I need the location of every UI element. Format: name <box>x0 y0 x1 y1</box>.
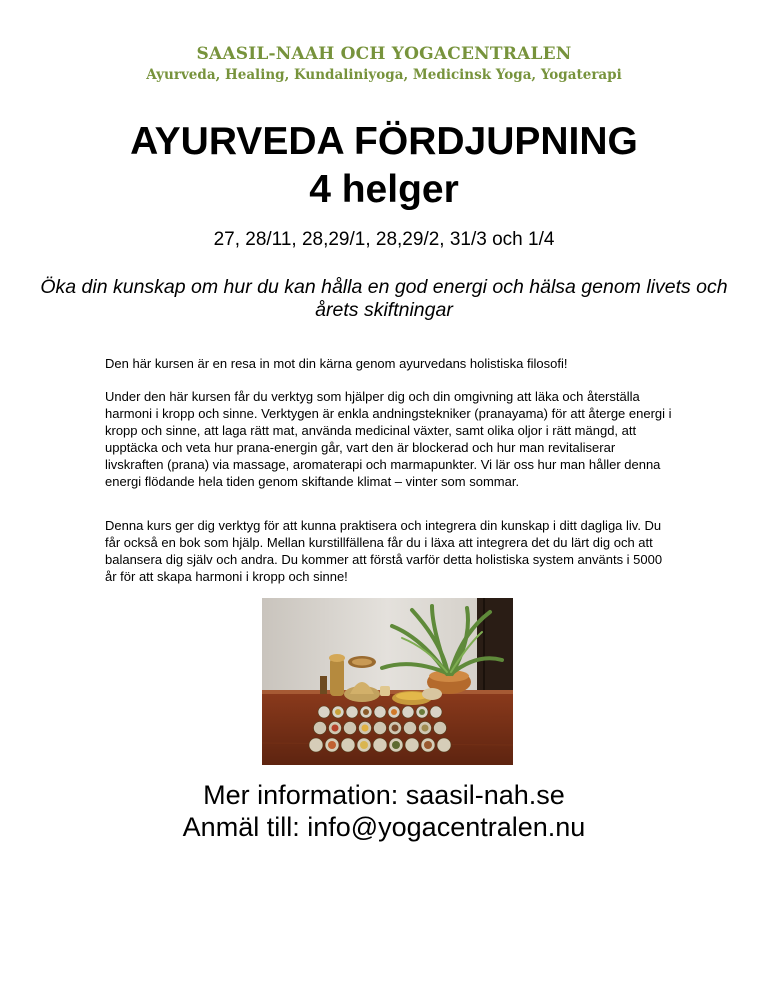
ayurveda-photo <box>262 598 513 765</box>
tagline: Öka din kunskap om hur du kan hålla en god energi och hälsa genom livets och årets skiftningar <box>40 276 728 321</box>
course-duration: 4 helger <box>309 168 459 211</box>
intro-paragraph: Den här kursen är en resa in mot din kärna genom ayurvedans holistiska filosofi! <box>105 356 568 371</box>
tools-paragraph: Under den här kursen får du verktyg som hjälper dig och din omgivning att läka och återställa harmoni i kropp och sinne. Verktygen är enkla andningstekniker (pranayama) för att återge energi i kropp och sinne, att laga rätt mat, använda medicinal växter, samt olika oljor i rätt mängd, att upptäcka och veta hur prana-energin går, vart den är blockerad och hur man revitaliserar livskraften (prana) via massage, aromaterapi och marmapunkter. Vi lär oss hur man håller denna energi flödande hela tiden genom skiftande klimat – vinter som sommar. <box>105 389 672 489</box>
more-info-line: Mer information: saasil-nah.se <box>203 780 565 810</box>
signup-line: Anmäl till: info@yogacentralen.nu <box>182 812 586 842</box>
course-dates: 27, 28/11, 28,29/1, 28,29/2, 31/3 och 1/4 <box>213 229 555 250</box>
organization-subtitle: Ayurveda, Healing, Kundaliniyoga, Medicinsk Yoga, Yogaterapi <box>146 67 622 83</box>
practice-paragraph: Denna kurs ger dig verktyg för att kunna praktisera och integrera din kunskap i ditt dagliga liv. Du får också en bok som hjälp. Mellan kurstillfällena får du i läxa att integrera det du lärt dig och att balansera dig själv och andra. Du kommer att förstå varför detta holistiska system använts i 5000 år för att skapa harmoni i kropp och sinne! <box>105 518 663 584</box>
course-title: AYURVEDA FÖRDJUPNING <box>130 120 638 163</box>
organization-name: SAASIL-NAAH OCH YOGACENTRALEN <box>196 44 572 64</box>
